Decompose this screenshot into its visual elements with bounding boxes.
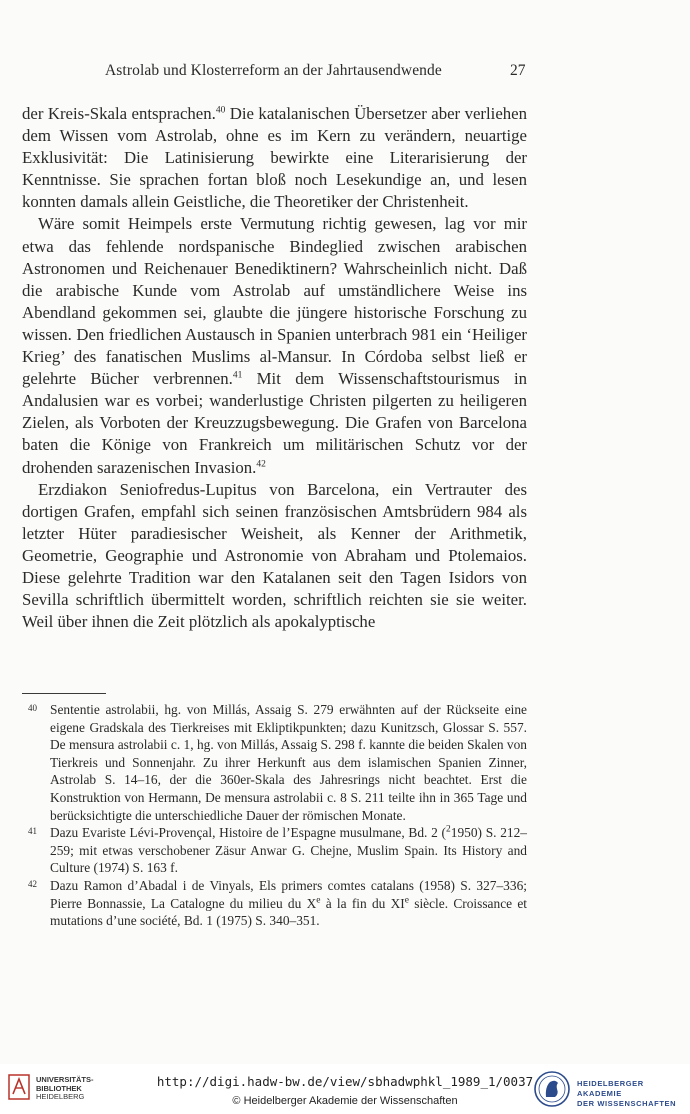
academy-line: HEIDELBERGER AKADEMIE xyxy=(577,1079,644,1098)
text-run: Dazu Evariste Lévi-Provençal, Histoire de l’Espagne musulmane, Bd. 2 ( xyxy=(50,825,446,841)
academy-name xyxy=(577,1079,690,1109)
text-run: Dazu Ramon d’Abadal i de Vinyals, Els primers comtes catalans (1958) S. 327–336; Pierre Bonnassie, La Catalogne du milieu du X xyxy=(50,877,527,911)
footnote xyxy=(22,701,527,824)
ordinal-sup: e xyxy=(316,895,321,906)
text-run: 1950) S. 212–259; mit etwas verschobener Zäsur Anwar G. Chejne, Muslim Spain. Its History and Culture (1974) S. 163 f. xyxy=(50,825,527,876)
footnotes xyxy=(22,701,527,930)
academy-seal-icon xyxy=(533,1070,571,1108)
library-line: BIBLIOTHEK xyxy=(36,1083,82,1093)
text-run: Mit dem Wissenschaftstourismus in Andalusien war es vorbei; wanderlustige Christen pilgerten zu heiligeren Zielen, als Vorboten der Kreuzzugsbewegung. Die Grafen von Barcelona baten die Könige von Frankreich um militärischen Schutz vor der drohenden sarazenischen Invasion. xyxy=(22,369,527,477)
footnote-text xyxy=(50,825,527,875)
footnote-number: 41 xyxy=(28,826,37,837)
footnote-ref: 40 xyxy=(215,105,226,116)
copyright-notice: © Heidelberger Akademie der Wissenschaften xyxy=(232,1095,458,1107)
edition-sup: 2 xyxy=(446,824,451,835)
library-line: UNIVERSITÄTS- xyxy=(36,1075,94,1084)
page-number: 27 xyxy=(510,62,526,79)
digitization-footer xyxy=(0,1064,690,1114)
paragraph xyxy=(22,213,527,478)
text-run: à la fin du XI xyxy=(320,895,405,911)
footnote-text: Sententie astrolabii, hg. von Millás, Assaig S. 279 erwähnten auf der Rückseite eine eigene Gradskala des Tierkreises mit Ekliptikpunkten; dazu Kunitzsch, Glossar S. 557. De mensura astrolabii c. 1, hg. von Millás, Assaig S. 298 f. kannte die beiden Skalen von Tierkreis und Sonnenjahr. Zu ihrer Herkunft aus dem islamischen Spanien Zinner, Astrolab S. 14–16, der die 360er-Skala des Jahresrings nicht beachtet. Erst die Konstruktion von Hermann, De mensura astrolabii c. 8 S. 211 teilte ihn in 365 Tage und berücksichtigte die unterschiedliche Dauer der römischen Monate. xyxy=(50,702,527,823)
text-run: der Kreis-Skala entsprachen. xyxy=(22,104,216,123)
text-run: Wäre somit Heimpels erste Vermutung richtig gewesen, lag vor mir etwa das fehlende nordspanische Bindeglied zwischen arabischen Astronomen und Reichenauer Benediktinern? Wahrscheinlich nicht. Daß die arabische Kunde vom Astrolab auf umständlichere Weise ins Abendland gekommen sei, glaubte die jüngere historische Forschung zu wissen. Den friedlichen Austausch in Spanien unterbrach 981 ein ‘Heiliger Krieg’ des fanatischen Muslims al-Mansur. In Córdoba selbst ließ er gelehrte Bücher verbrennen. xyxy=(22,214,527,389)
text-run: Die katalanischen Übersetzer aber verliehen dem Wissen vom Astrolab, ohne es im Kern zu verändern, neuartige Exklusivität: Die Latinisierung bewirkte eine Literarisierung der Kenntnisse. Sie sprachen fortan bloß noch Lesekundige an, und lesen konnten damals allein Geistliche, die Theoretiker der Christenheit. xyxy=(22,104,527,212)
footnote xyxy=(22,877,527,930)
footnote xyxy=(22,824,527,877)
body-text xyxy=(22,103,527,633)
paragraph xyxy=(22,103,527,213)
library-line: HEIDELBERG xyxy=(36,1092,85,1101)
permalink[interactable]: http://digi.hadw-bw.de/view/sbhadwphkl_1989_1/0037 xyxy=(156,1074,534,1089)
footnote-number: 40 xyxy=(28,703,37,713)
running-title: Astrolab und Klosterreform an der Jahrtausendwende xyxy=(105,62,442,79)
footnote-text xyxy=(50,878,527,928)
footnote-ref: 42 xyxy=(256,458,266,469)
text-run: siècle. Croissance et mutations d’une société, Bd. 1 (1975) S. 340–351. xyxy=(50,895,527,929)
footnote-ref: 41 xyxy=(232,370,243,381)
footnote-number: 42 xyxy=(28,878,37,889)
paragraph: Erzdiakon Seniofredus-Lupitus von Barcelona, ein Vertrauter des dortigen Grafen, empfahl sich seinen französischen Amtsbrüdern 984 als letzter Hüter paradiesischer Weisheit, als Kenner der Arithmetik, Geometrie, Geographie und Astronomie von Abraham und Ptolemaios. Diese gelehrte Tradition war den Katalanen seit den Tagen Isidors von Sevilla schriftlich übermittelt worden, schriftlich reichten sie sie weiter. Weil über ihnen die Zeit plötzlich als apokalyptische xyxy=(22,479,527,632)
footnote-divider xyxy=(22,693,106,694)
academy-line: DER WISSENSCHAFTEN xyxy=(577,1099,677,1108)
ordinal-sup: e xyxy=(404,895,409,906)
